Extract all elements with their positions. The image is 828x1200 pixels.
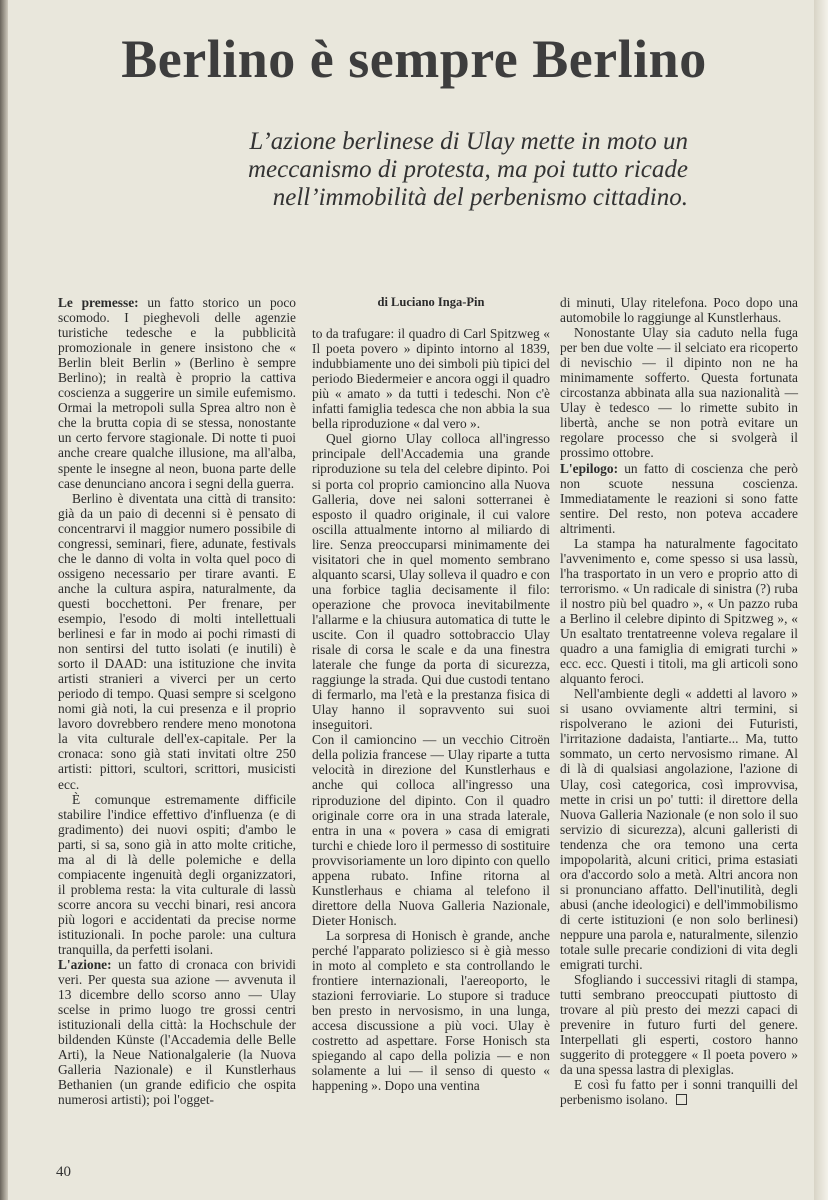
- text-column-1: [58, 295, 296, 1108]
- paragraph-text: un fatto di coscienza che però non scuote nessuna coscienza. Immediatamente le reazioni si sono fatte sentire. Del resto, non poteva accadere altrimenti.: [560, 460, 798, 536]
- text-column-3: [560, 295, 798, 1108]
- section-lead-epilogo: L'epilogo:: [560, 460, 619, 476]
- paragraph-text: un fatto storico un poco scomodo. I pieghevoli delle agenzie turistiche tedesche e la pubblicità promozionale in genere insistono che « Berlin bleit Berlin » (Berlino è sempre Berlino); in realtà è proprio la cattiva coscienza a suggerire un simile eufemismo. Ormai la metropoli sulla Sprea altro non è che la brutta copia di se stessa, nonostante un certo fervore stagionale. Di notte ti puoi anche creare qualche illusione, ma all'alba, spente le insegne al neon, buona parte delle case denunciano ancora i segni della guerra.: [58, 295, 296, 491]
- paragraph-premesse: [58, 295, 296, 491]
- paragraph: Sfogliando i successivi ritagli di stampa, tutti sembrano preoccupati piuttosto di trovare al più presto dei mezzi capaci di prevenire in futuro furti del genere. Interpellati gli esperti, costoro hanno suggerito di proteggere « Il poeta povero » da una spessa lastra di plexiglas.: [560, 972, 798, 1078]
- end-mark-icon: [676, 1094, 687, 1105]
- paragraph: Nell'ambiente degli « addetti al lavoro » si usano ovviamente altri termini, si rispolverano le azioni dei Futuristi, l'irritazione dadaista, l'antiarte... Ma, tutto sommato, un certo nervosismo rimane. Al di là di qualsiasi angolazione, l'azione di Ulay, così categorica, così improvvisa, mette in crisi un po' tutti: il direttore della Nuova Galleria Nazionale (e non solo il suo servizio di sicurezza), alcuni galleristi di tendenza che ora temono una certa impopolarità, alcuni critici, prima estasiati ora d'accordo solo a metà. Altri ancora non si pronunciano affatto. Dell'inutilità, degli abusi (anche ideologici) e dell'immobilismo di certe istituzioni (e non solo berlinesi) neppure una parola e, naturalmente, silenzio totale sulle precarie condizioni di vita degli emigrati turchi.: [560, 686, 798, 973]
- section-lead-azione: L'azione:: [58, 957, 112, 973]
- paragraph: Berlino è diventata una città di transito: già da un paio di decenni si è pensato di concentrarvi il maggior numero possibile di congressi, seminari, fiere, adunate, festivals che le danno di volta in volta quel poco di ossigeno necessario per tirare avanti. E anche la cultura aspira, naturalmente, da questi bocchettoni. Per frenare, per esempio, l'esodo di molti intellettuali berlinesi e far in modo ai pochi rimasti di non sentirsi del tutto isolati (e inutili) è sorto il DAAD: una istituzione che invita artisti stranieri a viverci per un certo periodo di tempo. Quasi sempre si scelgono nomi già noti, la cui presenza e il proprio lavoro dovrebbero rendere meno monotona la vita culturale dell'ex-capitale. Per la cronaca: sono già stati invitati oltre 250 artisti: pittori, scultori, scrittori, musicisti ecc.: [58, 490, 296, 792]
- paragraph: to da trafugare: il quadro di Carl Spitzweg « Il poeta povero » dipinto intorno al 1839, indubbiamente uno dei simboli più tipici del periodo Biedermeier e ancora oggi il quadro più « amato » da tutti i tedeschi. Non c'è infatti famiglia tedesca che non abbia la sua bella riproduzione « dal vero ».: [312, 326, 550, 432]
- paragraph: Con il camioncino — un vecchio Citroën della polizia francese — Ulay riparte a tutta velocità in direzione del Kunstlerhaus e anche qui colloca all'ingresso una riproduzione del dipinto. Con il quadro originale corre ora in una strada laterale, entra in una « povera » casa di emigrati turchi e chiede loro il permesso di sostituire provvisoriamente un loro dipinto con quello appena rubato. Infine ritorna al Kunstlerhaus e chiama al telefono il direttore della Nuova Galleria Nazionale, Dieter Honisch.: [312, 732, 550, 928]
- paragraph: È comunque estremamente difficile stabilire l'indice effettivo d'influenza (e di gradimento) dei nuovi ospiti; d'ambo le parti, si sa, sono già in atto molte critiche, ma al di là delle polemiche e della compiacente ingenuità degli organizzatori, il problema resta: la vita culturale di lassù scorre ancora su vecchi binari, resi ancora più logori e accidentati da precise norme istituzionali. In poche parole: una cultura tranquilla, da perfetti isolani.: [58, 791, 296, 958]
- paragraph: Quel giorno Ulay colloca all'ingresso principale dell'Accademia una grande riproduzione su tela del celebre dipinto. Poi si porta col proprio camioncino alla Nuova Galleria, dove nei saloni sotterranei è esposto il quadro originale, il cui valore oscilla attualmente intorno al miliardo di lire. Senza preoccuparsi minimamente dei visitatori che in quel momento sembrano alquanto scarsi, Ulay solleva il quadro e con una forbice taglia decisamente il filo: operazione che provoca inevitabilmente l'allarme e la chiusura automatica di tutte le uscite. Con il quadro sottobraccio Ulay risale di corsa le scale e da una finestra laterale che funge da porta di sicurezza, raggiunge la strada. Qui due custodi tentano di fermarlo, ma l'età e la prestanza fisica di Ulay hanno il sopravvento sui suoi inseguitori.: [312, 431, 550, 733]
- paragraph-text: E così fu fatto per i sonni tranquilli del perbenismo isolano.: [560, 1077, 798, 1108]
- article-title: Berlino è sempre Berlino: [121, 29, 707, 89]
- paragraph-final: [560, 1077, 798, 1107]
- paragraph: La stampa ha naturalmente fagocitato l'avvenimento e, come spesso si usa lassù, l'ha trasportato in un vero e proprio atto di terrorismo. « Un radicale di sinistra (?) ruba il nostro più bel quadro », « Un pazzo ruba a Berlino il celebre dipinto di Spitzweg », « Un esaltato trentatreenne voleva regalare il quadro a una famiglia di emigrati turchi » ecc. ecc. Questi i titoli, ma gli articoli sono alquanto feroci.: [560, 535, 798, 687]
- paragraph-azione: [58, 957, 296, 1107]
- page-edge: [814, 0, 828, 1200]
- page-number: 40: [56, 1164, 71, 1180]
- article-subtitle: L’azione berlinese di Ulay mette in moto un meccanismo di protesta, ma poi tutto ricade nell’immobilità del perbenismo cittadino.: [248, 128, 688, 211]
- paragraph: di minuti, Ulay ritelefona. Poco dopo una automobile lo raggiunge al Kunstlerhaus.: [560, 295, 798, 326]
- section-lead-premesse: Le premesse:: [58, 295, 139, 310]
- paragraph: Nonostante Ulay sia caduto nella fuga per ben due volte — il selciato era ricoperto di nevischio — il dipinto non ne ha minimamente sofferto. Questa fortunata circostanza abbinata alla sua nazionalità — Ulay è tedesco — lo rimette subito in libertà, anche se non potrà evitare un regolare processo che si svolgerà il prossimo ottobre.: [560, 325, 798, 461]
- paragraph: La sorpresa di Honisch è grande, anche perché l'apparato poliziesco si è già messo in moto al completo e sta controllando le frontiere internazionali, l'aereoporto, le stazioni ferroviarie. Lo stupore si traduce ben presto in nervosismo, in una lunga, accesa discussione a più voci. Ulay è costretto ad aspettare. Forse Honisch sta spiegando al capo della polizia — e non solamente a lui — il senso di questo « happening ». Dopo una ventina: [312, 927, 550, 1094]
- text-column-2: [312, 295, 550, 1093]
- page-spine-shadow: [0, 0, 8, 1200]
- paragraph-epilogo: [560, 461, 798, 536]
- author-byline: di Luciano Inga-Pin: [377, 295, 485, 309]
- paragraph-text: un fatto di cronaca con brividi veri. Per questa sua azione — avvenuta il 13 dicembre dello scorso anno — Ulay scelse in primo luogo tre grossi centri istituzionali della città: la Hochschule der bildenden Künste (l'Accademia delle Belle Arti), la Neue Nationalgalerie (la Nuova Galleria Nazionale) e il Kunstlerhaus Bethanien (un grande edificio che ospita numerosi artisti); poi l'ogget-: [58, 957, 296, 1108]
